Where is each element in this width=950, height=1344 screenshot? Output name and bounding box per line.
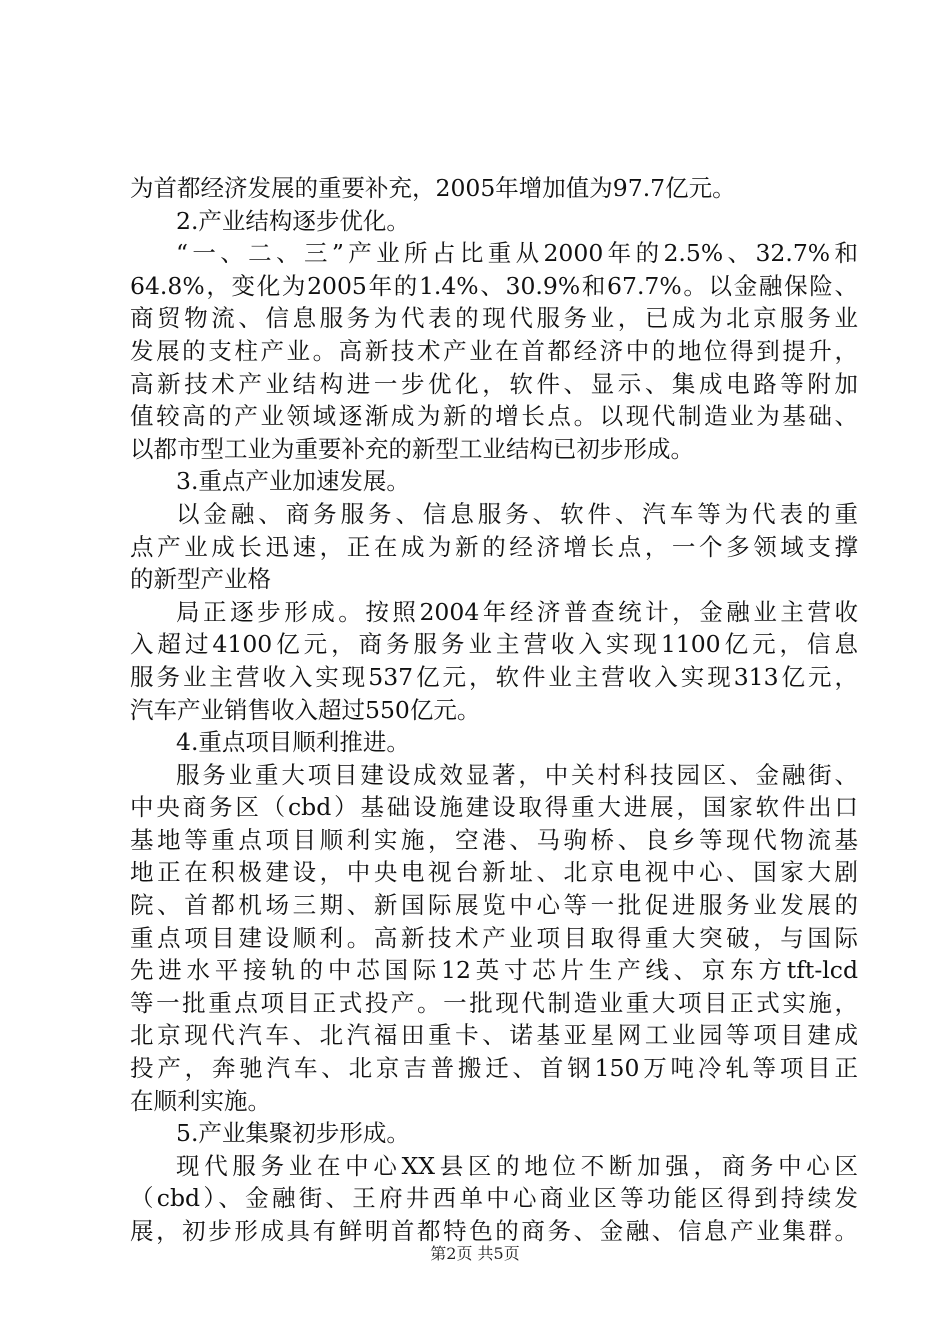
text-line: 4.重点项目顺利推进。 [176,728,410,757]
text-line: 基地等重点项目顺利实施，空港、马驹桥、良乡等现代物流基 [130,825,858,854]
text-line: 局正逐步形成。按照2004年经济普查统计，金融业主营收 [176,597,858,626]
text-line: 5.产业集聚初步形成。 [176,1119,410,1148]
text-line: 先进水平接轨的中芯国际12英寸芯片生产线、京东方tft-lcd [130,956,858,985]
text-line: 值较高的产业领域逐渐成为新的增长点。以现代制造业为基础、 [130,402,858,431]
text-line: 服务业主营收入实现537亿元，软件业主营收入实现313亿元， [130,662,858,691]
text-line: 投产，奔驰汽车、北京吉普搬迁、首钢150万吨冷轧等项目正 [130,1054,858,1083]
text-line: 展，初步形成具有鲜明首都特色的商务、金融、信息产业集群。 [130,1217,858,1245]
text-line: 北京现代汽车、北汽福田重卡、诺基亚星网工业园等项目建成 [130,1021,858,1050]
text-line: 以都市型工业为重要补充的新型工业结构已初步形成。 [130,434,694,463]
text-line: 入超过4100亿元，商务服务业主营收入实现1100亿元，信息 [130,630,858,659]
text-line: 以金融、商务服务、信息服务、软件、汽车等为代表的重 [176,499,858,528]
text-line: 中央商务区（cbd）基础设施建设取得重大进展，国家软件出口 [130,793,858,822]
text-line: 等一批重点项目正式投产。一批现代制造业重大项目正式实施， [130,988,858,1017]
text-line: 商贸物流、信息服务为代表的现代服务业，已成为北京服务业 [130,304,858,333]
text-line: 64.8%，变化为2005年的1.4%、30.9%和67.7%。以金融保险、 [130,271,858,300]
text-line: 发展的支柱产业。高新技术产业在首都经济中的地位得到提升， [130,336,858,365]
text-line: 3.重点产业加速发展。 [176,467,410,496]
text-line: 点产业成长迅速，正在成为新的经济增长点，一个多领域支撑 [130,532,858,561]
text-line: “一、二、三”产业所占比重从2000年的2.5%、32.7%和 [176,239,858,268]
text-line: 高新技术产业结构进一步优化，软件、显示、集成电路等附加 [130,369,858,398]
text-line: 为首都经济发展的重要补充，2005年增加值为97.7亿元。 [130,174,736,202]
text-line: （cbd）、金融街、王府井西单中心商业区等功能区得到持续发 [130,1184,858,1213]
document-body [130,172,858,1248]
text-line: 2.产业结构逐步优化。 [176,206,410,235]
text-line: 的新型产业格 [130,565,271,594]
text-line: 现代服务业在中心XX县区的地位不断加强，商务中心区 [176,1151,858,1180]
text-line: 地正在积极建设，中央电视台新址、北京电视中心、国家大剧 [130,858,858,887]
text-line: 在顺利实施。 [130,1086,271,1115]
text-line: 服务业重大项目建设成效显著，中关村科技园区、金融街、 [176,760,858,789]
page-footer: 第2页 共5页 [430,1244,520,1263]
text-line: 重点项目建设顺利。高新技术产业项目取得重大突破，与国际 [130,923,858,952]
text-line: 汽车产业销售收入超过550亿元。 [130,695,481,724]
text-line: 院、首都机场三期、新国际展览中心等一批促进服务业发展的 [130,891,858,920]
